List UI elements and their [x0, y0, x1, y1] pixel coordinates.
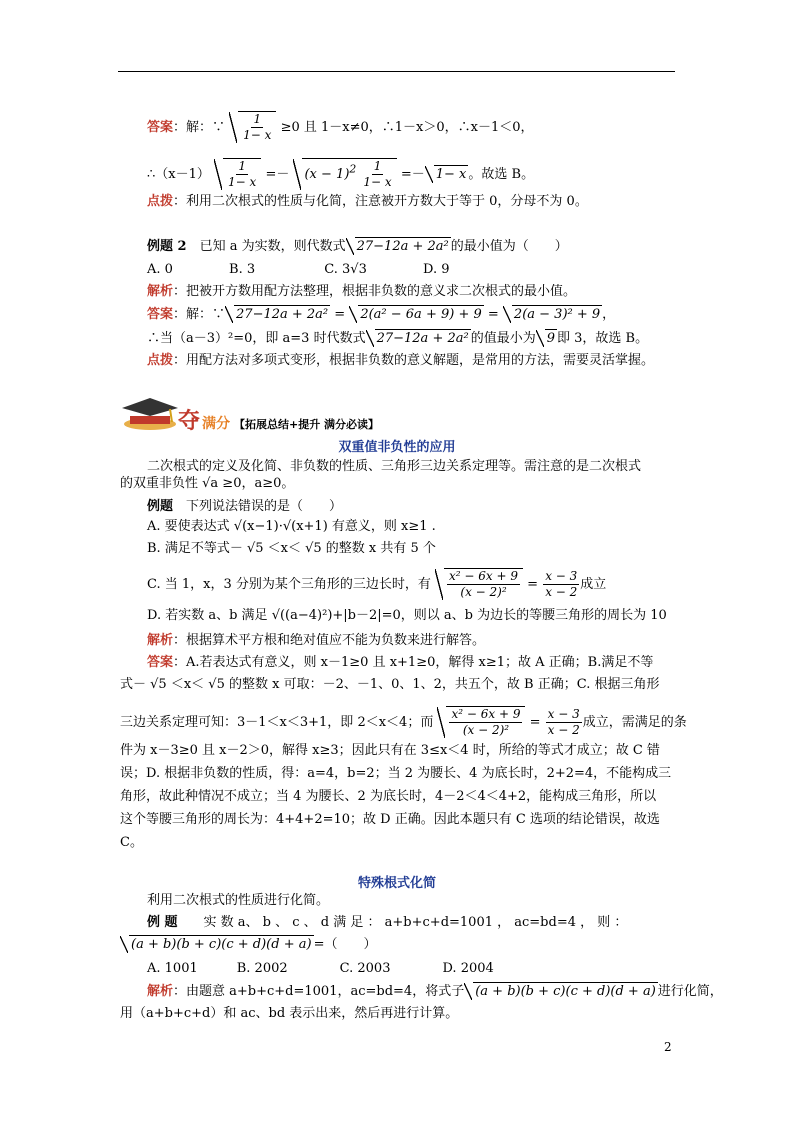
- header-rule: [118, 71, 675, 72]
- example2-options: A. 0 B. 3 C. 3√3 D. 9: [147, 262, 450, 277]
- section2-options: A. 1001 B. 2002 C. 2003 D. 2004: [147, 961, 494, 976]
- banner-tag: 【拓展总结+提升 满分必读】: [234, 418, 380, 431]
- answer-text-b: ≥0 且 1－x≠0，∴1－x＞0，∴x－1＜0，: [280, 120, 534, 135]
- section1-title: 双重值非负性的应用: [338, 440, 456, 455]
- answer-line-2: ∴（x－1） $\frac{1}{1- x}$ =－ $(x - 1)^2$ $\frac{1}{1- x}$ =－ 1− x 。故选 B。: [147, 159, 535, 189]
- section2-analysis-2: 用（a+b+c+d）和 ac、bd 表示出来，然后再进行计算。: [120, 1006, 459, 1021]
- section1-answer-1: 答案：A.若表达式有意义，则 x－1≥0 且 x+1≥0，解得 x≥1；故 A 正确；B.满足不等: [147, 655, 654, 670]
- section1-p1: 二次根式的定义及化简、非负数的性质、三角形三边关系定理等。需注意的是二次根式: [147, 459, 642, 474]
- sqrt-1-minus-x: 1− x: [435, 167, 467, 182]
- section1-answer-7: 这个等腰三角形的周长为：4+4+2=10；故 D 正确。因此本题只有 C 选项的结论错误，故选: [120, 812, 660, 827]
- section1-answer-8: C。: [120, 835, 143, 850]
- section1-example: 例题 下列说法错误的是（ ）: [147, 499, 343, 514]
- section1-answer-6: 角形，故此种情况不成立；当 4 为腰长、2 为底长时，4－2＜4＜4+2，能构成三角形，所以: [120, 789, 657, 804]
- example2-analysis: 解析：把被开方数用配方法整理，根据非负数的意义求二次根式的最小值。: [147, 284, 577, 299]
- banner: [178, 404, 379, 435]
- example2-hint: 点拨：用配方法对多项式变形，根据非负数的意义解题，是常用的方法，需要灵活掌握。: [147, 353, 655, 368]
- answer-text-a: ：解：∵: [173, 120, 226, 135]
- page-number: 2: [664, 1040, 672, 1054]
- section1-answer-3: 三边关系定理可知：3－1＜x＜3+1，即 2＜x＜4；而 $\frac{\text{x² − 6x + 9}}{\text{(x − 2)²}}$ = $\frac{x - 3}{x - 2}$ 成立，需满足的条: [120, 707, 687, 737]
- answer-label: 答案: [147, 120, 174, 135]
- example2-question: 例题 2 已知 a 为实数，则代数式 27−12a + 2a² 的最小值为（ ）: [147, 239, 568, 254]
- section1-option-d: D. 若实数 a、b 满足 √((a−4)²)+|b－2|=0，则以 a、b 为边长的等腰三角形的周长为 10: [147, 608, 667, 623]
- section2-analysis: 解析：由题意 a+b+c+d=1001，ac=bd=4，将式子 (a + b)(b + c)(c + d)(d + a) 进行化简，: [147, 984, 723, 999]
- sqrt-fraction: $\frac{1}{1- x}$: [238, 111, 276, 143]
- section1-analysis: 解析：根据算术平方根和绝对值应不能为负数来进行解答。: [147, 633, 486, 648]
- banner-char: 夺: [178, 409, 201, 434]
- hint-line: 点拨：利用二次根式的性质与化简，注意被开方数大于等于 0，分母不为 0。: [147, 194, 588, 209]
- example2-answer: 答案：解：∵ 27−12a + 2a² = 2(a² − 6a + 9) + 9 = 2(a − 3)² + 9 ，: [147, 307, 616, 322]
- section1-p2: 的双重非负性 √a ≥0，a≥0。: [120, 476, 295, 491]
- section1-answer-2: 式－ √5 ＜x＜ √5 的整数 x 可取：－2、－1、0、1、2，共五个，故 B 正确；C. 根据三角形: [120, 677, 660, 692]
- section1-option-b: B. 满足不等式－ √5 ＜x＜ √5 的整数 x 共有 5 个: [147, 541, 436, 556]
- section2-example-2: (a + b)(b + c)(c + d)(d + a) =（ ）: [131, 937, 377, 952]
- banner-word: 满分: [202, 416, 231, 432]
- sqrt-product: $(x - 1)^2$ $\frac{1}{1- x}$: [302, 158, 396, 190]
- example2-answer-2: ∴当（a－3）²=0，即 a=3 时代数式 27−12a + 2a² 的值最小为 9 即 3，故选 B。: [147, 331, 649, 346]
- section2-title: 特殊根式化简: [357, 876, 436, 891]
- sqrt-fraction-2: $\frac{1}{1- x}$: [223, 158, 261, 190]
- section1-option-c: C. 当 1，x，3 分别为某个三角形的三边长时，有 $\frac{\text{x² − 6x + 9}}{\text{(x − 2)²}}$ = $\frac{x - 3}{x - 2}$ 成立: [147, 569, 607, 599]
- graduation-cap-icon: [120, 394, 180, 432]
- answer-line-1: [147, 111, 534, 143]
- section2-p1: 利用二次根式的性质进行化简。: [147, 893, 330, 908]
- section2-example: 例 题 实 数 a、 b 、 c 、 d 满 足 ： a+b+c+d=1001 ， ac=bd=4 ， 则 ：: [147, 915, 628, 930]
- section1-answer-5: 误；D. 根据非负数的性质，得：a=4，b=2；当 2 为腰长、4 为底长时，2+2=4，不能构成三: [120, 766, 672, 781]
- section1-option-a: A. 要使表达式 √(x−1)·√(x+1) 有意义，则 x≥1 .: [147, 519, 436, 534]
- section1-answer-4: 件为 x－3≥0 且 x－2＞0，解得 x≥3；因此只有在 3≤x＜4 时，所给的等式才成立；故 C 错: [120, 743, 660, 758]
